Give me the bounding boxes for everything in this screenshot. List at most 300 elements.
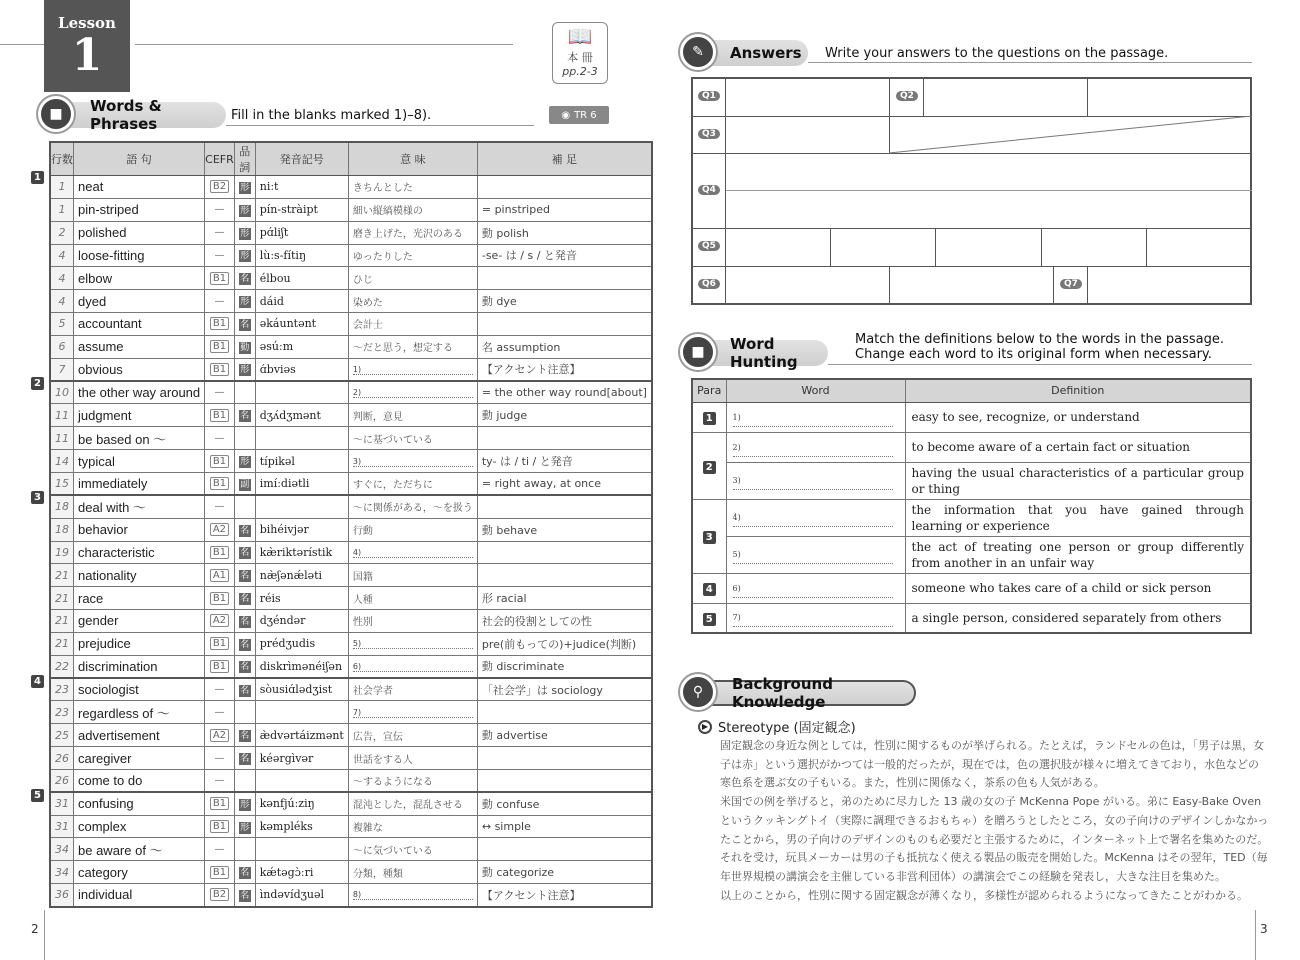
cefr-cell (205, 518, 235, 541)
vocab-word: prejudice (74, 632, 205, 655)
pronunciation: kéərgìvər (255, 747, 348, 770)
line-number: 21 (50, 587, 74, 610)
cefr-level: B1 (210, 340, 229, 353)
line-number: 11 (50, 427, 74, 450)
word-hunting-instruction-2: Change each word to its original form when necessary. (855, 347, 1212, 362)
line-number: 1 (50, 198, 74, 221)
meaning (348, 632, 477, 655)
meaning-blank[interactable]: 8) (353, 890, 473, 900)
col-note: 補 足 (477, 142, 652, 176)
speaker-icon: ◉ (561, 109, 571, 121)
supplement: 動 categorize (477, 861, 652, 884)
pronunciation: diskrìmənéiʃən (255, 655, 348, 678)
meaning: 国籍 (348, 564, 477, 587)
answer-divider (1041, 228, 1042, 266)
meaning: 染めた (348, 290, 477, 313)
pos-badge: 形 (240, 799, 250, 810)
pos-badge: 名 (240, 662, 250, 673)
vocab-row (50, 518, 652, 541)
line-number: 15 (50, 472, 74, 495)
page-edge-right (1255, 910, 1256, 960)
line-number: 11 (50, 404, 74, 427)
pos-badge: 動 (240, 342, 250, 353)
meaning (348, 358, 477, 381)
pos-badge: 名 (240, 616, 250, 627)
pos-badge: 形 (240, 365, 250, 376)
background-line: 子は赤」という選択がかつては一般的だったが，現在では，色の選択肢が様々に増えてきており，水色などの (720, 757, 1259, 771)
vocab-row (50, 747, 652, 770)
cefr-level: B2 (210, 180, 229, 193)
cefr-level: — (214, 227, 225, 239)
vocab-word: category (74, 861, 205, 884)
pos-badge: 名 (240, 685, 250, 696)
pronunciation: æ̀dvərtáizmənt (255, 724, 348, 747)
cefr-cell (205, 313, 235, 336)
audio-track-button[interactable] (549, 106, 609, 124)
vocab-row (50, 564, 652, 587)
pos-cell (234, 769, 255, 792)
cefr-level: — (214, 387, 225, 399)
meaning-blank[interactable]: 4) (353, 548, 473, 558)
pos-cell (234, 792, 255, 815)
vocab-word: elbow (74, 267, 205, 290)
cefr-level: — (214, 295, 225, 307)
meaning-blank[interactable]: 5) (353, 639, 473, 649)
vocab-row (50, 290, 652, 313)
meaning: 〜に関係がある，〜を扱う (348, 495, 477, 518)
col-phrase: 語 句 (74, 142, 205, 176)
supplement: = right away, at once (477, 472, 652, 495)
vocab-word: characteristic (74, 541, 205, 564)
vocab-word: immediately (74, 472, 205, 495)
pronunciation: əsúːm (255, 335, 348, 358)
meaning: 複雑な (348, 815, 477, 838)
col-line: 行数 (50, 142, 74, 176)
meaning (348, 884, 477, 907)
word-blank[interactable]: 6) (733, 581, 893, 598)
pronunciation: prédʒudis (255, 632, 348, 655)
vocab-row (50, 313, 652, 336)
cefr-level: — (214, 684, 225, 696)
pronunciation: pín-stràipt (255, 198, 348, 221)
magnifier-icon: ⚲ (680, 674, 716, 710)
line-number: 18 (50, 518, 74, 541)
vocab-row (50, 792, 652, 815)
vocab-row (50, 587, 652, 610)
line-number: 23 (50, 678, 74, 701)
lesson-word: Lesson (58, 14, 116, 32)
pronunciation: dʒéndər (255, 610, 348, 633)
col-pronunciation: 発音記号 (255, 142, 348, 176)
wh-row (692, 536, 1251, 573)
supplement: = pinstriped (477, 198, 652, 221)
vocab-row (50, 335, 652, 358)
vocab-row (50, 450, 652, 473)
supplement (477, 564, 652, 587)
pronunciation: næ̀ʃənǽləti (255, 564, 348, 587)
word-blank[interactable]: 3) (733, 473, 893, 490)
cefr-cell (205, 427, 235, 450)
meaning (348, 381, 477, 404)
pos-cell (234, 838, 255, 861)
pronunciation: élbou (255, 267, 348, 290)
line-number: 5 (50, 313, 74, 336)
vocab-word: loose-fitting (74, 244, 205, 267)
textbook-reference (552, 22, 608, 84)
vocab-row (50, 267, 652, 290)
cefr-cell (205, 632, 235, 655)
pos-badge: 形 (240, 297, 250, 308)
pos-badge: 名 (240, 548, 250, 559)
cefr-cell (205, 221, 235, 244)
cefr-cell (205, 815, 235, 838)
pos-cell (234, 632, 255, 655)
wh-row (692, 603, 1251, 633)
supplement (477, 267, 652, 290)
cefr-cell (205, 655, 235, 678)
line-number: 4 (50, 290, 74, 313)
vocab-word: pin-striped (74, 198, 205, 221)
pencil-icon: ✎ (680, 34, 716, 70)
wh-word-cell (726, 462, 905, 499)
supplement (477, 838, 652, 861)
cefr-cell (205, 838, 235, 861)
vocab-word: caregiver (74, 747, 205, 770)
answers-title: Answers (730, 44, 802, 62)
supplement: 動 judge (477, 404, 652, 427)
vocab-word: individual (74, 884, 205, 907)
meaning: 世話をする人 (348, 747, 477, 770)
background-subtitle: Stereotype (固定観念) (718, 721, 856, 736)
col-pos: 品詞 (234, 142, 255, 176)
cefr-cell (205, 404, 235, 427)
background-line: 以上のことから，性別に関する固定観念が薄くなり，多様性が認められるようになってきたことがわかる。 (720, 888, 1248, 902)
pronunciation: bihéivjər (255, 518, 348, 541)
vocab-row (50, 495, 652, 518)
cefr-cell (205, 358, 235, 381)
wh-word-cell (726, 573, 905, 603)
q3-label: Q3 (698, 129, 720, 139)
pos-cell (234, 815, 255, 838)
supplement: 名 assumption (477, 335, 652, 358)
q7-label: Q7 (1060, 279, 1082, 289)
supplement: 動 polish (477, 221, 652, 244)
pos-cell (234, 861, 255, 884)
col-para: Para (692, 379, 726, 402)
pronunciation: sòusiɑ́lədʒist (255, 678, 348, 701)
meaning-blank[interactable]: 1) (353, 365, 473, 375)
vocab-row (50, 838, 652, 861)
supplement: 【アクセント注意】 (477, 884, 652, 907)
page-edge-left (44, 910, 45, 960)
answer-divider (1146, 228, 1147, 266)
para-marker-2: 2 (31, 377, 44, 390)
vocab-row (50, 701, 652, 724)
book-icon: 📖 (567, 24, 593, 48)
vocab-row (50, 724, 652, 747)
wh-word-cell (726, 536, 905, 573)
meaning: 性別 (348, 610, 477, 633)
pronunciation: dʒʌ́dʒmənt (255, 404, 348, 427)
cefr-level: — (214, 249, 225, 261)
cefr-cell (205, 450, 235, 473)
vocab-word: gender (74, 610, 205, 633)
supplement: 形 racial (477, 587, 652, 610)
cefr-level: — (214, 843, 225, 855)
play-icon: ▶ (698, 720, 712, 734)
vocab-row (50, 815, 652, 838)
line-number: 26 (50, 747, 74, 770)
wh-para-cell (692, 499, 726, 573)
supplement (477, 541, 652, 564)
pronunciation: kǽtəgɔ̀ːri (255, 861, 348, 884)
word-hunting-table (691, 378, 1252, 634)
pronunciation (255, 838, 348, 861)
pos-cell (234, 198, 255, 221)
vocab-row (50, 427, 652, 450)
col-definition: Definition (905, 379, 1251, 402)
instruction-rule (226, 125, 534, 126)
page-number-left: 2 (31, 922, 39, 936)
cefr-level: A2 (210, 729, 229, 742)
vocab-header-row (50, 142, 652, 176)
vocab-word: polished (74, 221, 205, 244)
meaning-blank[interactable]: 6) (353, 662, 473, 672)
pos-cell (234, 450, 255, 473)
track-label: TR 6 (574, 109, 597, 121)
cefr-cell (205, 472, 235, 495)
answer-divider (830, 228, 831, 266)
pos-cell (234, 358, 255, 381)
pronunciation (255, 495, 348, 518)
pronunciation: ìndəvídʒuəl (255, 884, 348, 907)
pos-badge: 形 (240, 457, 250, 468)
cefr-cell (205, 541, 235, 564)
supplement (477, 747, 652, 770)
meaning (348, 701, 477, 724)
vocab-word: dyed (74, 290, 205, 313)
background-subtitle-row (698, 717, 856, 736)
meaning-blank[interactable]: 2) (353, 388, 473, 398)
cefr-level: B1 (210, 797, 229, 810)
line-number: 31 (50, 792, 74, 815)
cefr-cell (205, 769, 235, 792)
line-number: 25 (50, 724, 74, 747)
word-blank[interactable]: 1) (733, 410, 893, 427)
pos-badge: 形 (240, 228, 250, 239)
meaning: 広告，宣伝 (348, 724, 477, 747)
pos-cell (234, 610, 255, 633)
supplement (477, 495, 652, 518)
supplement: 「社会学」は sociology (477, 678, 652, 701)
book-pages: pp.2-3 (562, 65, 598, 78)
line-number: 6 (50, 335, 74, 358)
para-marker: 4 (703, 583, 716, 596)
meaning: 混沌とした，混乱させる (348, 792, 477, 815)
meaning: きちんとした (348, 176, 477, 199)
cefr-cell (205, 610, 235, 633)
wh-definition: to become aware of a certain fact or situation (905, 432, 1251, 462)
vocab-row (50, 861, 652, 884)
word-blank[interactable]: 2) (733, 440, 893, 457)
meaning-blank[interactable]: 7) (353, 708, 473, 718)
pronunciation: réis (255, 587, 348, 610)
cefr-level: B1 (210, 546, 229, 559)
cefr-level: B1 (210, 592, 229, 605)
cefr-cell (205, 244, 235, 267)
pos-cell (234, 655, 255, 678)
vocab-word: deal with 〜 (74, 495, 205, 518)
background-line: 固定観念の身近な例としては，性別に関するものが挙げられる。たとえば，ランドセルの色は，「男子は黒，女 (720, 739, 1265, 752)
cefr-cell (205, 290, 235, 313)
cefr-level: B1 (210, 272, 229, 285)
vocab-row (50, 381, 652, 404)
wh-row (692, 402, 1251, 432)
line-number: 7 (50, 358, 74, 381)
supplement: 動 behave (477, 518, 652, 541)
line-number: 31 (50, 815, 74, 838)
line-number: 21 (50, 610, 74, 633)
word-blank[interactable]: 7) (733, 610, 893, 627)
supplement: 動 advertise (477, 724, 652, 747)
wh-definition: easy to see, recognize, or understand (905, 402, 1251, 432)
word-blank[interactable]: 4) (733, 510, 893, 527)
background-line: というクッキングトイ（実際に調理できるおもちゃ）を贈ろうとしたところ，女の子向けのデザインしかなかっ (720, 813, 1269, 827)
answer-row-line (691, 266, 1252, 267)
pos-cell (234, 678, 255, 701)
book-icon: ■ (38, 96, 74, 132)
vocab-row (50, 769, 652, 792)
vocab-word: race (74, 587, 205, 610)
supplement: -se- は / s / と発音 (477, 244, 652, 267)
wh-row (692, 432, 1251, 462)
background-title: Background Knowledge (732, 675, 833, 711)
supplement (477, 701, 652, 724)
vocab-word: sociologist (74, 678, 205, 701)
vocab-row (50, 176, 652, 199)
pos-badge: 名 (240, 754, 250, 765)
wh-definition: someone who takes care of a child or sick person (905, 573, 1251, 603)
cefr-level: B1 (210, 455, 229, 468)
vocab-word: typical (74, 450, 205, 473)
cefr-cell (205, 176, 235, 199)
meaning: 〜に気づいている (348, 838, 477, 861)
wh-para-cell (692, 402, 726, 432)
answer-divider (1087, 266, 1088, 305)
pos-cell (234, 221, 255, 244)
cefr-cell (205, 678, 235, 701)
vocab-row (50, 358, 652, 381)
book-icon: ■ (680, 334, 716, 370)
para-marker: 5 (703, 613, 716, 626)
vocab-row (50, 198, 652, 221)
word-blank[interactable]: 5) (733, 547, 893, 564)
pronunciation: imíːdiətli (255, 472, 348, 495)
meaning: 分類，種類 (348, 861, 477, 884)
meaning: 会計士 (348, 313, 477, 336)
vocab-word: the other way around (74, 381, 205, 404)
supplement (477, 313, 652, 336)
vocabulary-table (49, 141, 653, 908)
wh-para-cell (692, 573, 726, 603)
vocab-row (50, 472, 652, 495)
q1-label: Q1 (698, 91, 720, 101)
words-phrases-title: Words & Phrases (90, 97, 162, 133)
supplement: ↔ simple (477, 815, 652, 838)
pos-badge: 名 (240, 639, 250, 650)
wh-row (692, 499, 1251, 536)
pronunciation (255, 427, 348, 450)
line-number: 36 (50, 884, 74, 907)
pos-badge: 名 (240, 890, 250, 901)
cefr-cell (205, 724, 235, 747)
cefr-cell (205, 495, 235, 518)
pos-cell (234, 587, 255, 610)
pos-badge: 形 (240, 205, 250, 216)
cefr-level: B1 (210, 820, 229, 833)
meaning-blank[interactable]: 3) (353, 457, 473, 467)
pronunciation (255, 381, 348, 404)
header-rule (135, 44, 513, 45)
pos-badge: 名 (240, 319, 250, 330)
cefr-cell (205, 884, 235, 907)
answer-divider (1087, 77, 1088, 116)
vocab-word: discrimination (74, 655, 205, 678)
answers-box (691, 77, 1252, 305)
wh-word-cell (726, 499, 905, 536)
col-word: Word (726, 379, 905, 402)
cefr-level: A1 (210, 569, 229, 582)
line-number: 34 (50, 838, 74, 861)
cefr-cell (205, 701, 235, 724)
pronunciation (255, 701, 348, 724)
cefr-cell (205, 198, 235, 221)
pos-badge: 形 (240, 182, 250, 193)
wh-row (692, 462, 1251, 499)
background-line: たことから，男の子向けのデザインのものも必要だと主張するために，インターネット上で署名を集めたのだ。 (720, 832, 1269, 846)
cefr-level: — (214, 501, 225, 513)
pos-cell (234, 290, 255, 313)
pronunciation: kənfjúːziŋ (255, 792, 348, 815)
pos-cell (234, 884, 255, 907)
pos-badge: 形 (240, 822, 250, 833)
wh-row (692, 573, 1251, 603)
line-number: 34 (50, 861, 74, 884)
pos-badge: 名 (240, 411, 250, 422)
pronunciation (255, 769, 348, 792)
wh-word-cell (726, 432, 905, 462)
supplement (477, 769, 652, 792)
wh-header-row (692, 379, 1251, 402)
col-meaning: 意 味 (348, 142, 477, 176)
answer-divider (1053, 266, 1054, 305)
line-number: 1 (50, 176, 74, 199)
vocab-word: be based on 〜 (74, 427, 205, 450)
pronunciation: dáid (255, 290, 348, 313)
answer-divider (923, 77, 924, 116)
pos-cell (234, 335, 255, 358)
wh-definition: having the usual characteristics of a particular group or thing (905, 462, 1251, 499)
cefr-cell (205, 587, 235, 610)
para-marker-5: 5 (31, 789, 44, 802)
cefr-level: — (214, 204, 225, 216)
word-hunting-rule (828, 364, 1252, 365)
line-number: 26 (50, 769, 74, 792)
pos-cell (234, 701, 255, 724)
q4-label: Q4 (698, 185, 720, 195)
q3-diagonal (889, 116, 1252, 154)
background-line: 寒色系を選ぶ女の子もいる。また，性別に関係なく，茶系の色も人気がある。 (720, 776, 1105, 790)
